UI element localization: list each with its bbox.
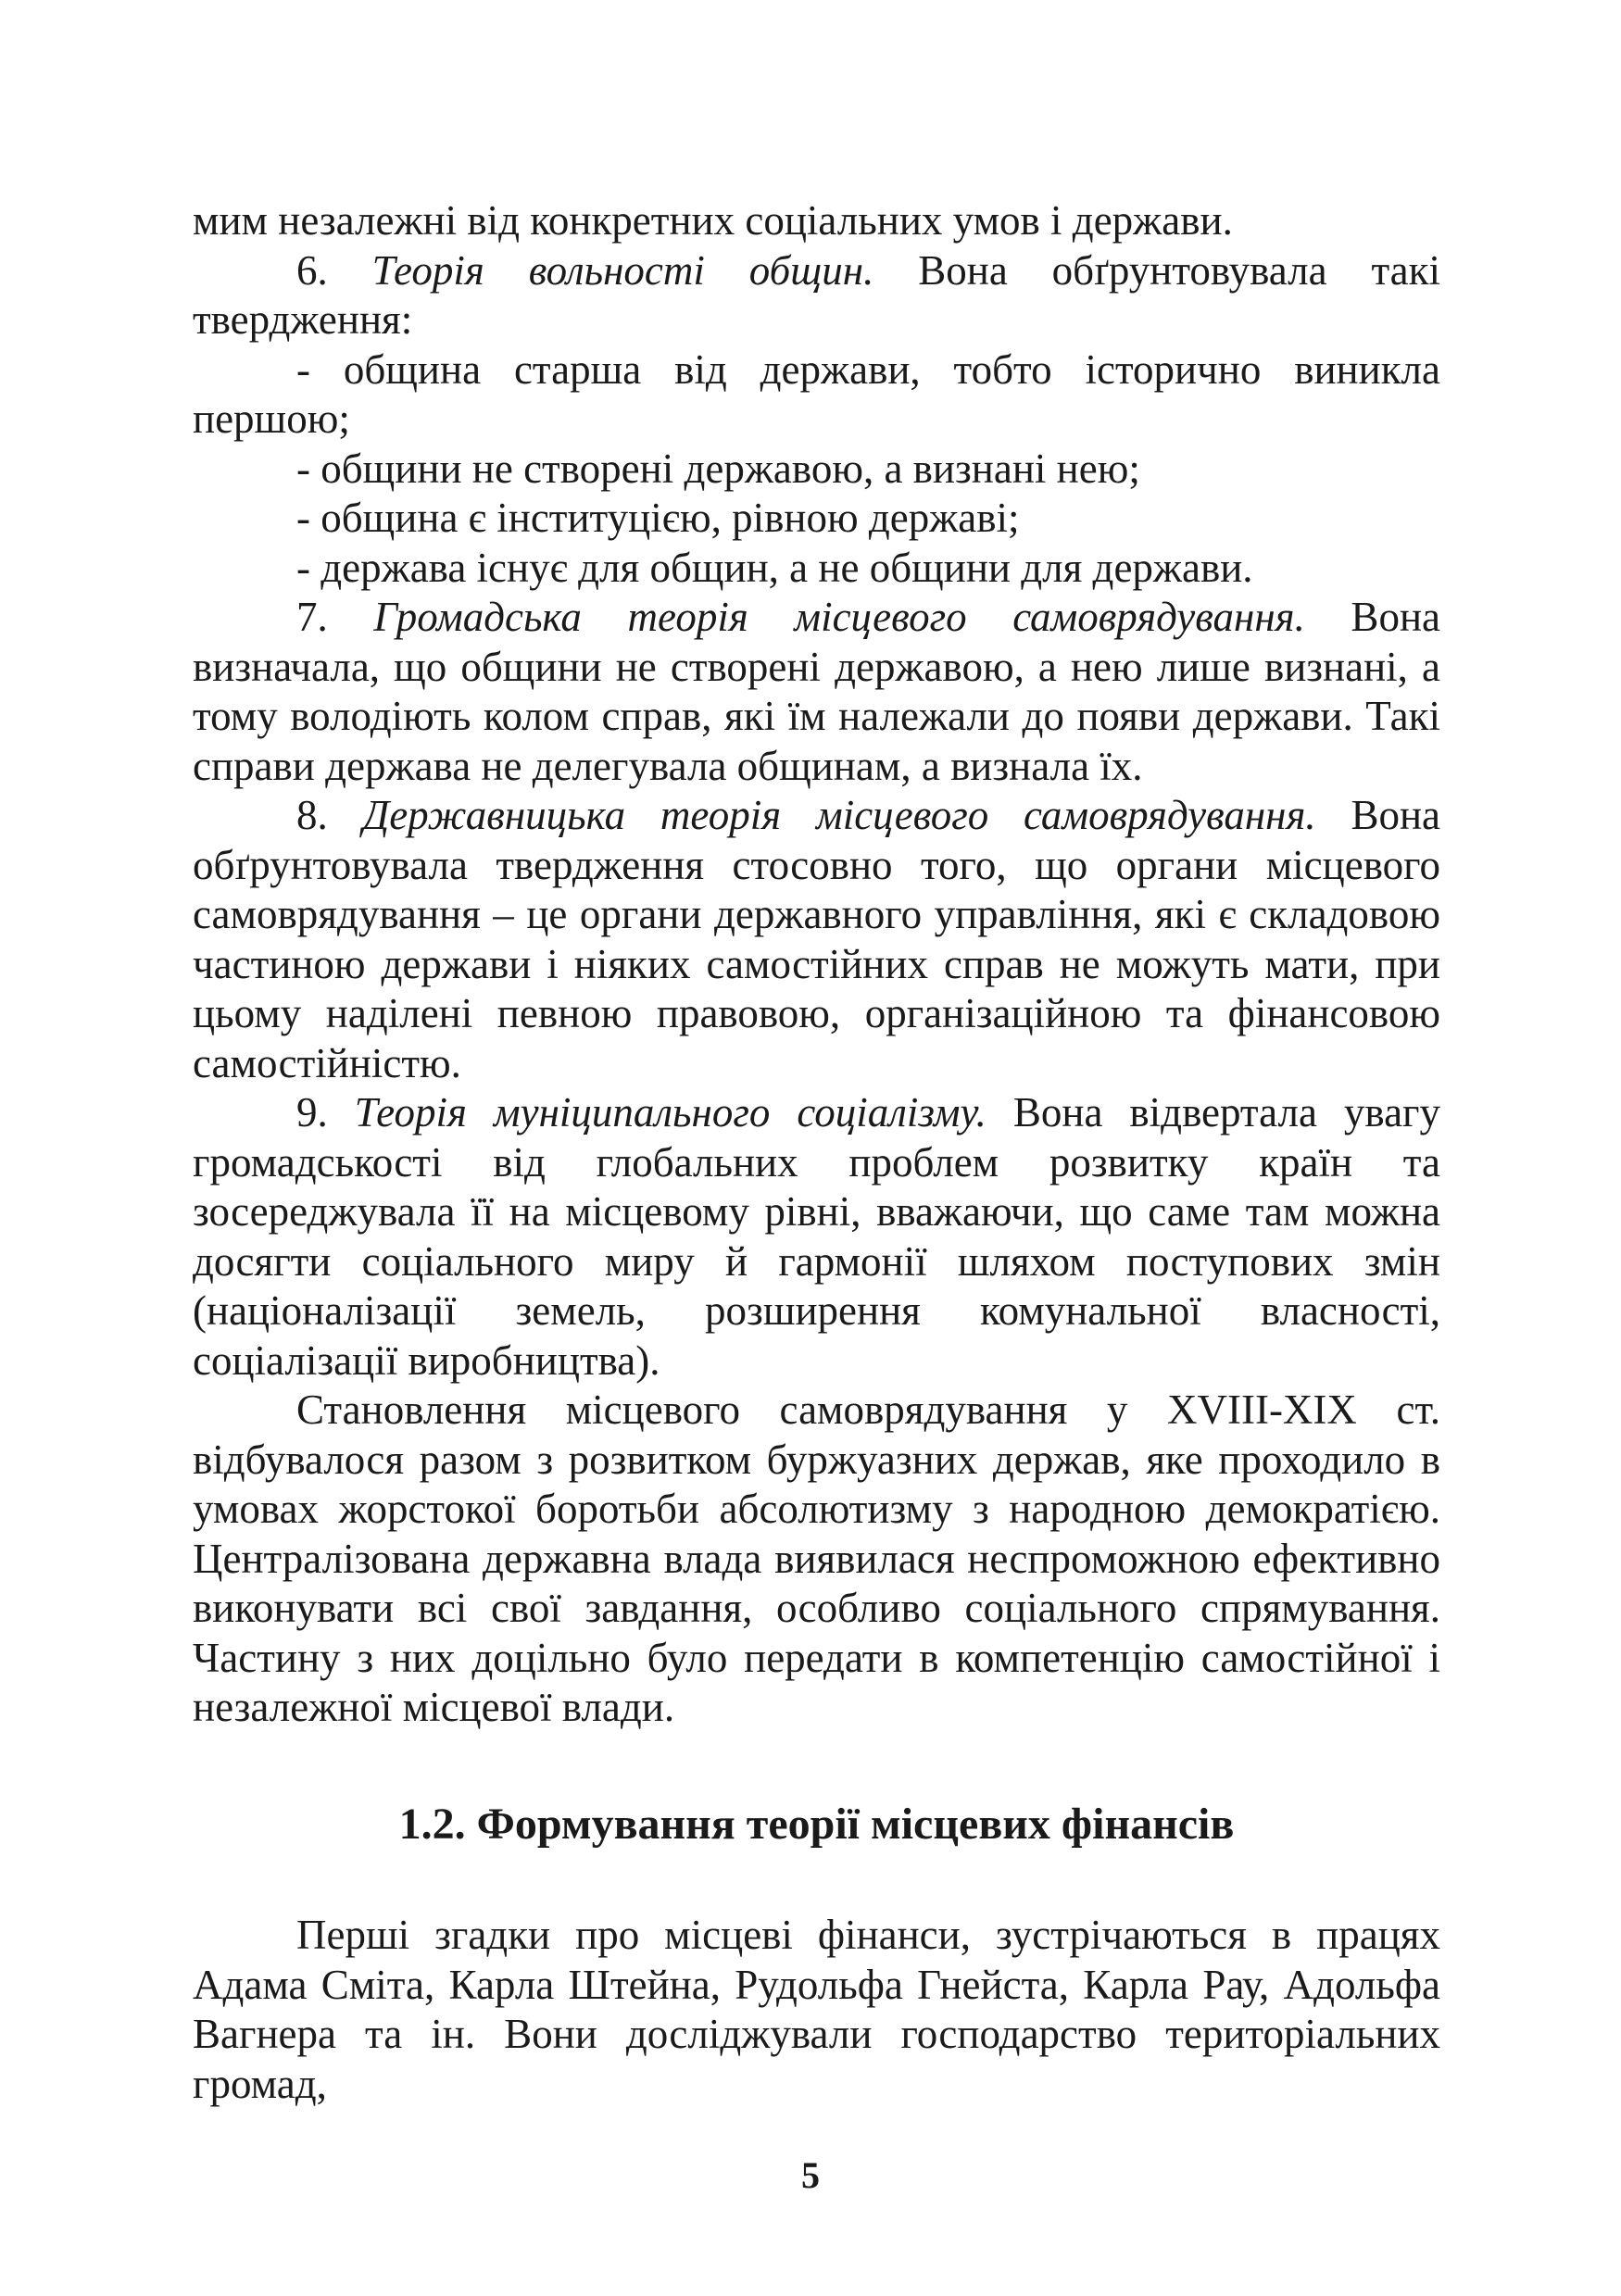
bullet-item-2: - общини не створені державою, а визнані нею;: [296, 445, 1140, 492]
theory-7-title: Громадська теорія місцевого самоврядування.: [373, 594, 1305, 640]
section-first-paragraph: Перші згадки про місцеві фінанси, зустрічаються в працях Адама Сміта, Карла Штейна, Рудольфа Гнейста, Карла Рау, Адольфа Вагнера та ін. Вони досліджували господарство територіальних громад,: [193, 1912, 1440, 2107]
theory-6-text: Вона обґрунтовувала такі твердження:: [193, 246, 1440, 343]
theory-8-text: Вона обґрунтовувала твердження стосовно того, що органи місцевого самоврядування – це органи державного управління, які є складовою частиною держави і ніяких самостійних справ не можуть мати, при цьому наділені певною правовою, організаційною та фінансовою самостійністю.: [193, 792, 1441, 1086]
bullet-item-1: - община старша від держави, тобто історично виникла першою;: [193, 345, 1440, 442]
continued-paragraph: мим незалежні від конкретних соціальних умов і держави.: [193, 197, 1233, 244]
theory-7-text: Вона визначала, що общини не створені державою, а нею лише визнані, а тому володіють колом справ, які їм належали до появи держави. Такі справи держава не делегувала общинам, а визнала їх.: [193, 594, 1441, 789]
page-number: 5: [801, 2154, 820, 2196]
theory-6-number: 6.: [296, 246, 372, 294]
bullet-item-3: - община є інституцією, рівною державі;: [296, 495, 1020, 541]
theory-9-paragraph: [193, 1088, 1440, 1386]
body-text-section: [193, 1911, 1440, 2109]
theory-7-paragraph: [193, 593, 1440, 791]
theory-7-number: 7.: [296, 594, 374, 640]
theory-9-title: Теорія муніципального соціалізму.: [354, 1089, 986, 1135]
theory-8-paragraph: [193, 791, 1440, 1088]
theory-8-title: Державницька теорія місцевого самоврядування.: [362, 792, 1316, 838]
section-heading: 1.2. Формування теорії місцевих фінансів: [398, 1800, 1235, 1849]
theory-9-text: Вона відвертала увагу громадськості від глобальних проблем розвитку країн та зосереджувала її на місцевому рівні, вважаючи, що саме там можна досягти соціального миру й гармонії шляхом поступових змін (націоналізації земель, розширення комунальної власності, соціалізації виробництва).: [193, 1089, 1440, 1384]
theory-6-title: Теорія вольності общин.: [371, 246, 874, 294]
theory-9-number: 9.: [296, 1089, 355, 1135]
formation-paragraph: Становлення місцевого самоврядування у XVIII-XIX ст. відбувалося разом з розвитком буржуазних держав, яке проходило в умовах жорстокої боротьби абсолютизму з народною демократією. Централізована державна влада виявилася неспроможною ефективно виконувати всі свої завдання, особливо соціального спрямування. Частину з них доцільно було передати в компетенцію самостійної і незалежної місцевої влади.: [193, 1386, 1440, 1730]
body-text-top: [193, 196, 1440, 1733]
theory-6-paragraph: [193, 246, 1440, 345]
bullet-item-4: - держава існує для общин, а не общини для держави.: [296, 544, 1253, 591]
theory-8-number: 8.: [296, 792, 363, 838]
